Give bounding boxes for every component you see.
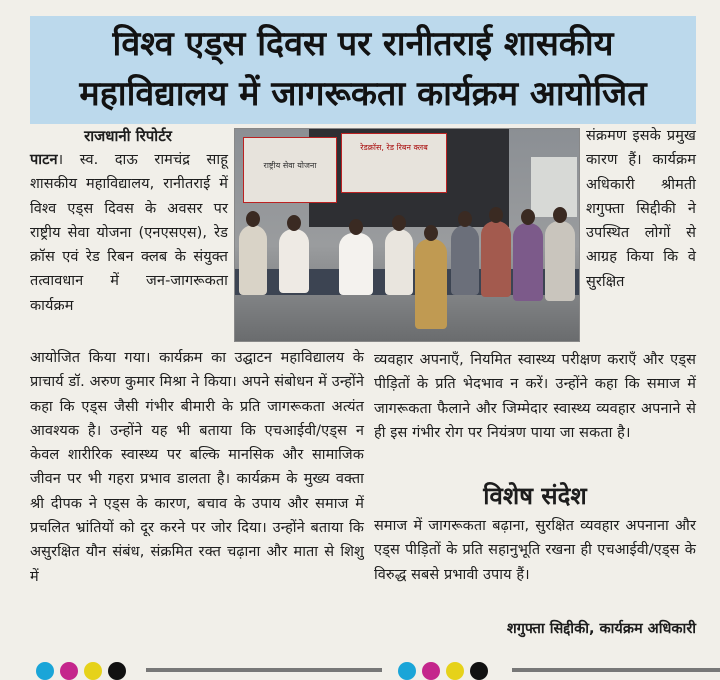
- attendee: [545, 221, 575, 301]
- attendee: [239, 225, 267, 295]
- attendee-head: [458, 211, 472, 227]
- article-text-right-top: संक्रमण इसके प्रमुख कारण हैं। कार्यक्रम अधिकारी श्रीमती शगुफ्ता सिद्दीकी ने उपस्थित लोगों से आग्रह किया कि वे सुरक्षित: [586, 128, 696, 290]
- attendee-head: [553, 207, 567, 223]
- banner-nss-text: राष्ट्रीय सेवा योजना: [263, 161, 317, 170]
- event-photo: [234, 128, 580, 342]
- registration-yellow-mark: [446, 662, 464, 680]
- attendee-head: [246, 211, 260, 227]
- attendee-head: [521, 209, 535, 225]
- article-text-left-bottom: आयोजित किया गया। कार्यक्रम का उद्घाटन महाविद्यालय के प्राचार्य डॉ. अरुण कुमार मिश्रा ने किया। अपने संबोधन में उन्होंने कहा कि एड्स जैसी गंभीर बीमारी के प्रति जागरूकता अत्यंत आवश्यक है। उन्होंने यह भी बताया कि एचआईवी/एड्स न केवल शारीरिक स्वास्थ्य पर बल्कि मानसिक और सामाजिक जीवन पर भी गहरा प्रभाव डालता है। कार्यक्रम के मुख्य वक्ता श्री दीपक ने एड्स के कारण, बचाव के उपाय और समाज में प्रचलित भ्रांतियों को दूर करने पर जोर दिया। उन्होंने बताया कि असुरक्षित यौन संबंध, संक्रमित रक्त चढ़ाना और माता से शिशु में: [30, 350, 364, 585]
- registration-yellow-mark: [84, 662, 102, 680]
- attendee-head: [349, 219, 363, 235]
- attendee: [481, 221, 511, 297]
- attendee: [339, 233, 373, 295]
- registration-bar: [512, 668, 720, 672]
- article-column-right-mid: [374, 348, 696, 445]
- attendee: [451, 225, 479, 295]
- article-text-left-top: । स्व. दाऊ रामचंद्र साहू शासकीय महाविद्यालय, रानीतराई में विश्व एड्स दिवस के अवसर पर राष्ट्रीय सेवा योजना (एनएसएस), रेड क्रॉस एवं रेड रिबन क्लब के संयुक्त तत्वावधान में जन-जागरूकता कार्यक्रम: [30, 152, 228, 314]
- registration-magenta-mark: [422, 662, 440, 680]
- headline-line-1: विश्व एड्स दिवस पर रानीतराई शासकीय: [112, 24, 614, 64]
- attendee-head: [424, 225, 438, 241]
- signature: शगुफ्ता सिद्दीकी, कार्यक्रम अधिकारी: [506, 621, 696, 637]
- byline: राजधानी रिपोर्टर: [84, 127, 172, 145]
- special-message-text: समाज में जागरूकता बढ़ाना, सुरक्षित व्यवहार अपनाना और एड्स पीड़ितों के प्रति सहानुभूति रखना ही एचआईवी/एड्स के विरुद्ध सबसे प्रभावी उपाय हैं।: [374, 518, 696, 583]
- registration-bar: [146, 668, 382, 672]
- banner-redcross: [341, 133, 447, 193]
- attendee: [415, 239, 447, 329]
- wall-poster: [531, 157, 577, 217]
- attendee: [513, 223, 543, 301]
- headline-box: [30, 16, 696, 124]
- attendee-head: [287, 215, 301, 231]
- registration-cyan-mark: [36, 662, 54, 680]
- dateline: पाटन: [30, 152, 58, 168]
- registration-cyan-mark: [398, 662, 416, 680]
- attendee: [279, 229, 309, 293]
- registration-black-mark: [108, 662, 126, 680]
- registration-black-mark: [470, 662, 488, 680]
- article-column-left-top: [30, 148, 228, 318]
- headline-line-2: महाविद्यालय में जागरूकता कार्यक्रम आयोजित: [79, 74, 647, 114]
- article-text-right-mid: व्यवहार अपनाएँ, नियमित स्वास्थ्य परीक्षण कराएँ और एड्स पीड़ितों के प्रति भेदभाव न करें। उन्होंने कहा कि समाज में जागरूकता फैलाने और जिम्मेदार स्वास्थ्य व्यवहार अपनाने से ही इस गंभीर रोग पर नियंत्रण पाया जा सकता है।: [374, 352, 696, 441]
- attendee: [385, 229, 413, 295]
- special-message-title: विशेष संदेश: [483, 482, 587, 510]
- registration-magenta-mark: [60, 662, 78, 680]
- article-column-right-top: [586, 124, 696, 294]
- banner-nss: [243, 137, 337, 203]
- special-message-box: [374, 514, 696, 587]
- banner-redcross-text: रेडक्रॉस, रेड रिबन क्लब: [360, 143, 428, 152]
- article-column-left-bottom: [30, 346, 364, 589]
- attendee-head: [392, 215, 406, 231]
- attendee-head: [489, 207, 503, 223]
